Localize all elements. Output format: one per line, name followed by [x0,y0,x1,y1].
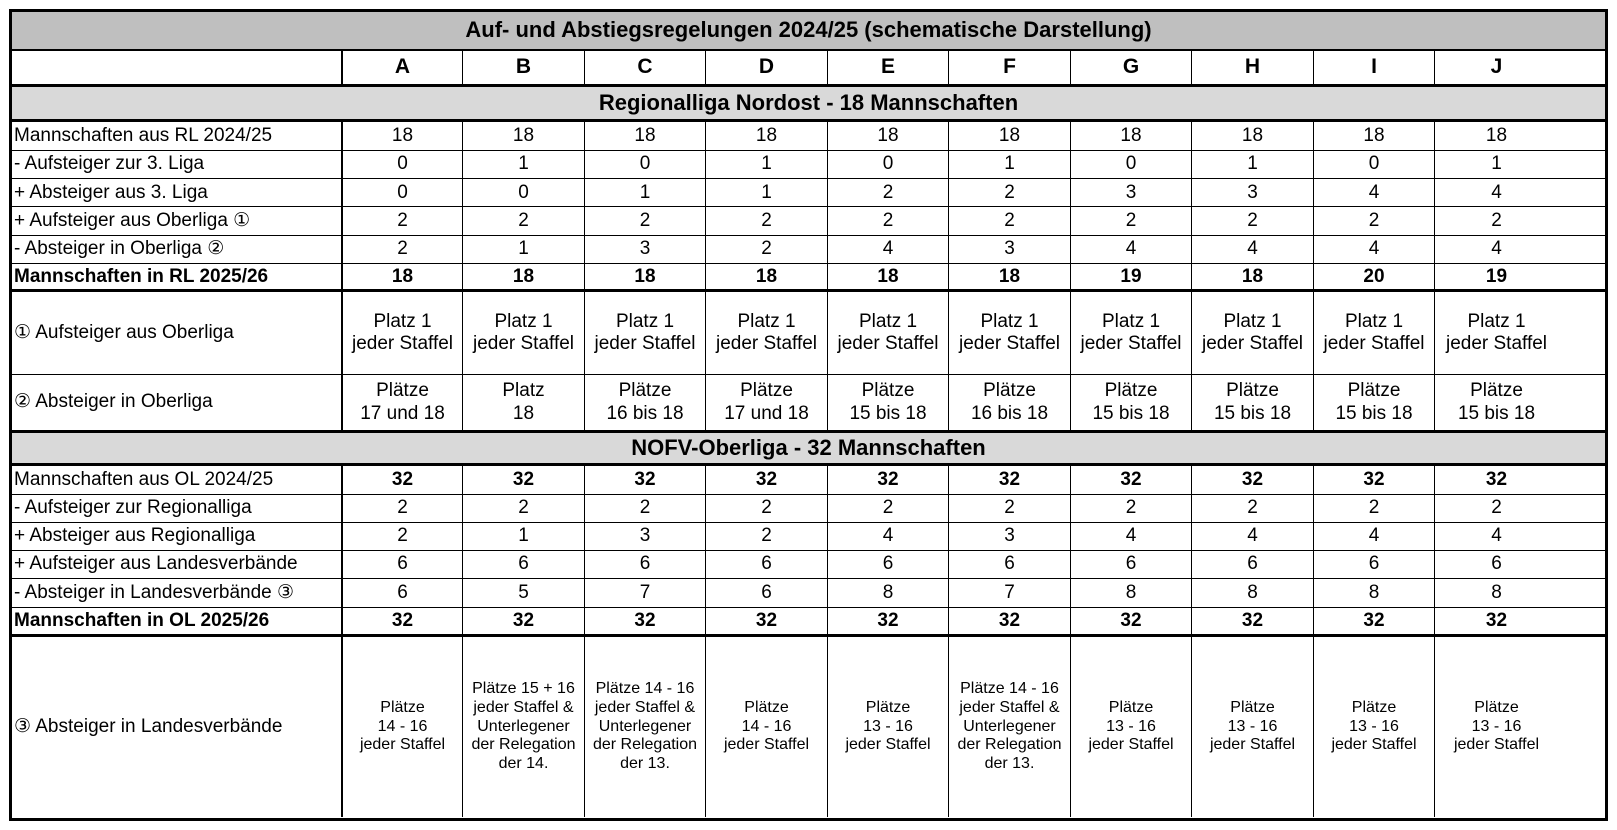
section-title-oberliga: NOFV-Oberliga - 32 Mannschaften [10,433,1607,463]
value-cell: Plätze 16 bis 18 [948,375,1070,430]
value-cell: 0 [462,179,584,207]
value-cell: 18 [1191,122,1313,150]
row-label: - Aufsteiger zur Regionalliga [14,497,252,519]
value-cell: 18 [341,122,462,150]
value-cell: 4 [1313,235,1434,263]
value-cell: 6 [1070,551,1191,579]
value-cell: 18 [341,264,462,292]
value-cell: 4 [1434,179,1558,207]
value-cell: 2 [1434,494,1558,522]
value-cell: Platz 1 jeder Staffel [827,292,948,374]
column-header: H [1191,51,1313,84]
column-header-row [10,51,1607,84]
value-cell: 2 [584,494,705,522]
value-cell: 2 [1434,207,1558,235]
value-cell: 18 [1434,122,1558,150]
page-title: Auf- und Abstiegsregelungen 2024/25 (schematische Darstellung) [10,10,1607,50]
value-cell: 32 [1191,607,1313,635]
column-header: C [584,51,705,84]
value-cell: 2 [1191,207,1313,235]
value-cell: 3 [1191,179,1313,207]
value-cell: Plätze 14 - 16 jeder Staffel [705,637,827,817]
table-row [10,207,1607,235]
table-row [10,122,1607,150]
table-row [10,466,1607,494]
table-row [10,179,1607,207]
value-cell: Platz 1 jeder Staffel [341,292,462,374]
value-cell: 18 [948,122,1070,150]
value-cell: 6 [948,551,1070,579]
value-cell: 4 [1434,522,1558,550]
value-cell: 6 [1434,551,1558,579]
value-cell: 32 [827,466,948,494]
value-cell: 8 [1070,579,1191,607]
column-header: E [827,51,948,84]
column-header: F [948,51,1070,84]
value-cell: 2 [948,179,1070,207]
row-label: Mannschaften aus RL 2024/25 [14,124,273,146]
row-label: + Aufsteiger aus Oberliga ① [14,209,251,231]
value-cell: 4 [1313,179,1434,207]
value-cell: 2 [1070,207,1191,235]
value-cell: 8 [827,579,948,607]
table-row [10,494,1607,522]
value-cell: 18 [584,122,705,150]
value-cell: 32 [341,466,462,494]
value-cell: 4 [827,522,948,550]
value-cell: 7 [948,579,1070,607]
value-cell: 8 [1313,579,1434,607]
value-cell: Plätze 15 bis 18 [1070,375,1191,430]
value-cell: 0 [1070,150,1191,178]
value-cell: 2 [341,235,462,263]
column-header: I [1313,51,1434,84]
value-cell: 2 [1313,207,1434,235]
value-cell: 8 [1434,579,1558,607]
value-cell: Platz 1 jeder Staffel [462,292,584,374]
value-cell: 6 [341,579,462,607]
table-row [10,235,1607,263]
value-cell: 32 [462,466,584,494]
value-cell: Platz 1 jeder Staffel [1434,292,1558,374]
value-cell: Plätze 13 - 16 jeder Staffel [1313,637,1434,817]
value-cell: Plätze 13 - 16 jeder Staffel [1191,637,1313,817]
row-label: Mannschaften in RL 2025/26 [14,266,269,288]
value-cell: 18 [827,122,948,150]
value-cell: 2 [705,494,827,522]
value-cell: Platz 1 jeder Staffel [948,292,1070,374]
value-cell: 2 [1313,494,1434,522]
value-cell: 2 [705,235,827,263]
value-cell: 4 [1434,235,1558,263]
value-cell: 4 [1070,522,1191,550]
value-cell: 1 [462,150,584,178]
value-cell: 2 [827,179,948,207]
value-cell: 32 [1434,466,1558,494]
value-cell: Plätze 15 bis 18 [1313,375,1434,430]
value-cell: 1 [584,179,705,207]
table-row [10,264,1607,292]
column-header: D [705,51,827,84]
value-cell: 3 [948,235,1070,263]
value-cell: 2 [1191,494,1313,522]
value-cell: 2 [948,207,1070,235]
table-row [10,637,1607,817]
value-cell: 18 [827,264,948,292]
row-label: + Absteiger aus 3. Liga [14,181,208,203]
value-cell: Plätze 15 + 16 jeder Staffel & Unterlegener der Relegation der 14. [462,637,584,817]
value-cell: Platz 1 jeder Staffel [705,292,827,374]
row-label: - Aufsteiger zur 3. Liga [14,153,205,175]
value-cell: 18 [705,122,827,150]
value-cell: Platz 1 jeder Staffel [1191,292,1313,374]
value-cell: 32 [341,607,462,635]
value-cell: 6 [705,579,827,607]
value-cell: 3 [584,522,705,550]
value-cell: 32 [1191,466,1313,494]
value-cell: 0 [827,150,948,178]
section-title-regionalliga: Regionalliga Nordost - 18 Mannschaften [10,87,1607,119]
value-cell: 32 [948,466,1070,494]
value-cell: 6 [827,551,948,579]
value-cell: Plätze 13 - 16 jeder Staffel [1070,637,1191,817]
row-label: ① Aufsteiger aus Oberliga [14,321,234,343]
value-cell: 32 [1313,607,1434,635]
value-cell: 6 [705,551,827,579]
value-cell: 1 [705,150,827,178]
table-row [10,292,1607,374]
value-cell: 19 [1434,264,1558,292]
value-cell: 8 [1191,579,1313,607]
value-cell: 0 [341,179,462,207]
row-label: Mannschaften aus OL 2024/25 [14,468,274,490]
value-cell: 2 [705,522,827,550]
table-row [10,579,1607,607]
value-cell: 2 [341,207,462,235]
value-cell: 32 [705,466,827,494]
column-header: J [1434,51,1558,84]
value-cell: 0 [1313,150,1434,178]
row-label [10,51,341,84]
table-row [10,522,1607,550]
row-label: + Absteiger aus Regionalliga [14,525,256,547]
value-cell: Plätze 17 und 18 [341,375,462,430]
value-cell: 1 [948,150,1070,178]
value-cell: 32 [1070,466,1191,494]
value-cell: Plätze 15 bis 18 [1191,375,1313,430]
value-cell: 2 [948,494,1070,522]
value-cell: 32 [584,466,705,494]
value-cell: 6 [1191,551,1313,579]
value-cell: Plätze 13 - 16 jeder Staffel [1434,637,1558,817]
value-cell: 0 [584,150,705,178]
value-cell: Plätze 15 bis 18 [827,375,948,430]
value-cell: 5 [462,579,584,607]
value-cell: 32 [1434,607,1558,635]
value-cell: 2 [584,207,705,235]
table-row [10,551,1607,579]
value-cell: 18 [462,122,584,150]
value-cell: 0 [341,150,462,178]
value-cell: 2 [1070,494,1191,522]
row-label: - Absteiger in Oberliga ② [14,238,225,260]
value-cell: 18 [462,264,584,292]
value-cell: 3 [1070,179,1191,207]
value-cell: 32 [948,607,1070,635]
value-cell: 32 [1070,607,1191,635]
value-cell: Plätze 14 - 16 jeder Staffel & Unterlegener der Relegation der 13. [948,637,1070,817]
value-cell: 2 [705,207,827,235]
value-cell: Plätze 16 bis 18 [584,375,705,430]
value-cell: 4 [1070,235,1191,263]
value-cell: 4 [1191,522,1313,550]
value-cell: 18 [1313,122,1434,150]
table-row [10,150,1607,178]
value-cell: 4 [1191,235,1313,263]
column-header: A [341,51,462,84]
value-cell: 1 [705,179,827,207]
column-header: B [462,51,584,84]
value-cell: Plätze 14 - 16 jeder Staffel [341,637,462,817]
value-cell: 6 [341,551,462,579]
value-cell: Plätze 15 bis 18 [1434,375,1558,430]
value-cell: 4 [1313,522,1434,550]
table-row [10,607,1607,635]
value-cell: 2 [341,494,462,522]
value-cell: 7 [584,579,705,607]
value-cell: 19 [1070,264,1191,292]
value-cell: Platz 1 jeder Staffel [1313,292,1434,374]
value-cell: 1 [1191,150,1313,178]
value-cell: Plätze 14 - 16 jeder Staffel & Unterlegener der Relegation der 13. [584,637,705,817]
column-header: G [1070,51,1191,84]
row-label: ③ Absteiger in Landesverbände [14,715,283,737]
value-cell: 18 [948,264,1070,292]
value-cell: 18 [1070,122,1191,150]
value-cell: 3 [584,235,705,263]
row-label: - Absteiger in Landesverbände ③ [14,581,295,603]
value-cell: 4 [827,235,948,263]
value-cell: 32 [1313,466,1434,494]
value-cell: Platz 1 jeder Staffel [1070,292,1191,374]
value-cell: 32 [827,607,948,635]
value-cell: 32 [584,607,705,635]
table-row [10,375,1607,430]
value-cell: 1 [462,522,584,550]
value-cell: 2 [341,522,462,550]
value-cell: 1 [1434,150,1558,178]
value-cell: Platz 18 [462,375,584,430]
value-cell: 32 [705,607,827,635]
value-cell: Platz 1 jeder Staffel [584,292,705,374]
value-cell: 1 [462,235,584,263]
value-cell: 3 [948,522,1070,550]
value-cell: 32 [462,607,584,635]
row-label: Mannschaften in OL 2025/26 [14,609,270,631]
value-cell: Plätze 17 und 18 [705,375,827,430]
row-label: + Aufsteiger aus Landesverbände [14,553,298,575]
value-cell: 2 [462,494,584,522]
value-cell: 6 [584,551,705,579]
value-cell: 18 [584,264,705,292]
row-label: ② Absteiger in Oberliga [14,391,213,413]
value-cell: Plätze 13 - 16 jeder Staffel [827,637,948,817]
value-cell: 6 [462,551,584,579]
value-cell: 18 [705,264,827,292]
value-cell: 2 [827,207,948,235]
value-cell: 2 [462,207,584,235]
value-cell: 18 [1191,264,1313,292]
value-cell: 2 [827,494,948,522]
value-cell: 6 [1313,551,1434,579]
value-cell: 20 [1313,264,1434,292]
